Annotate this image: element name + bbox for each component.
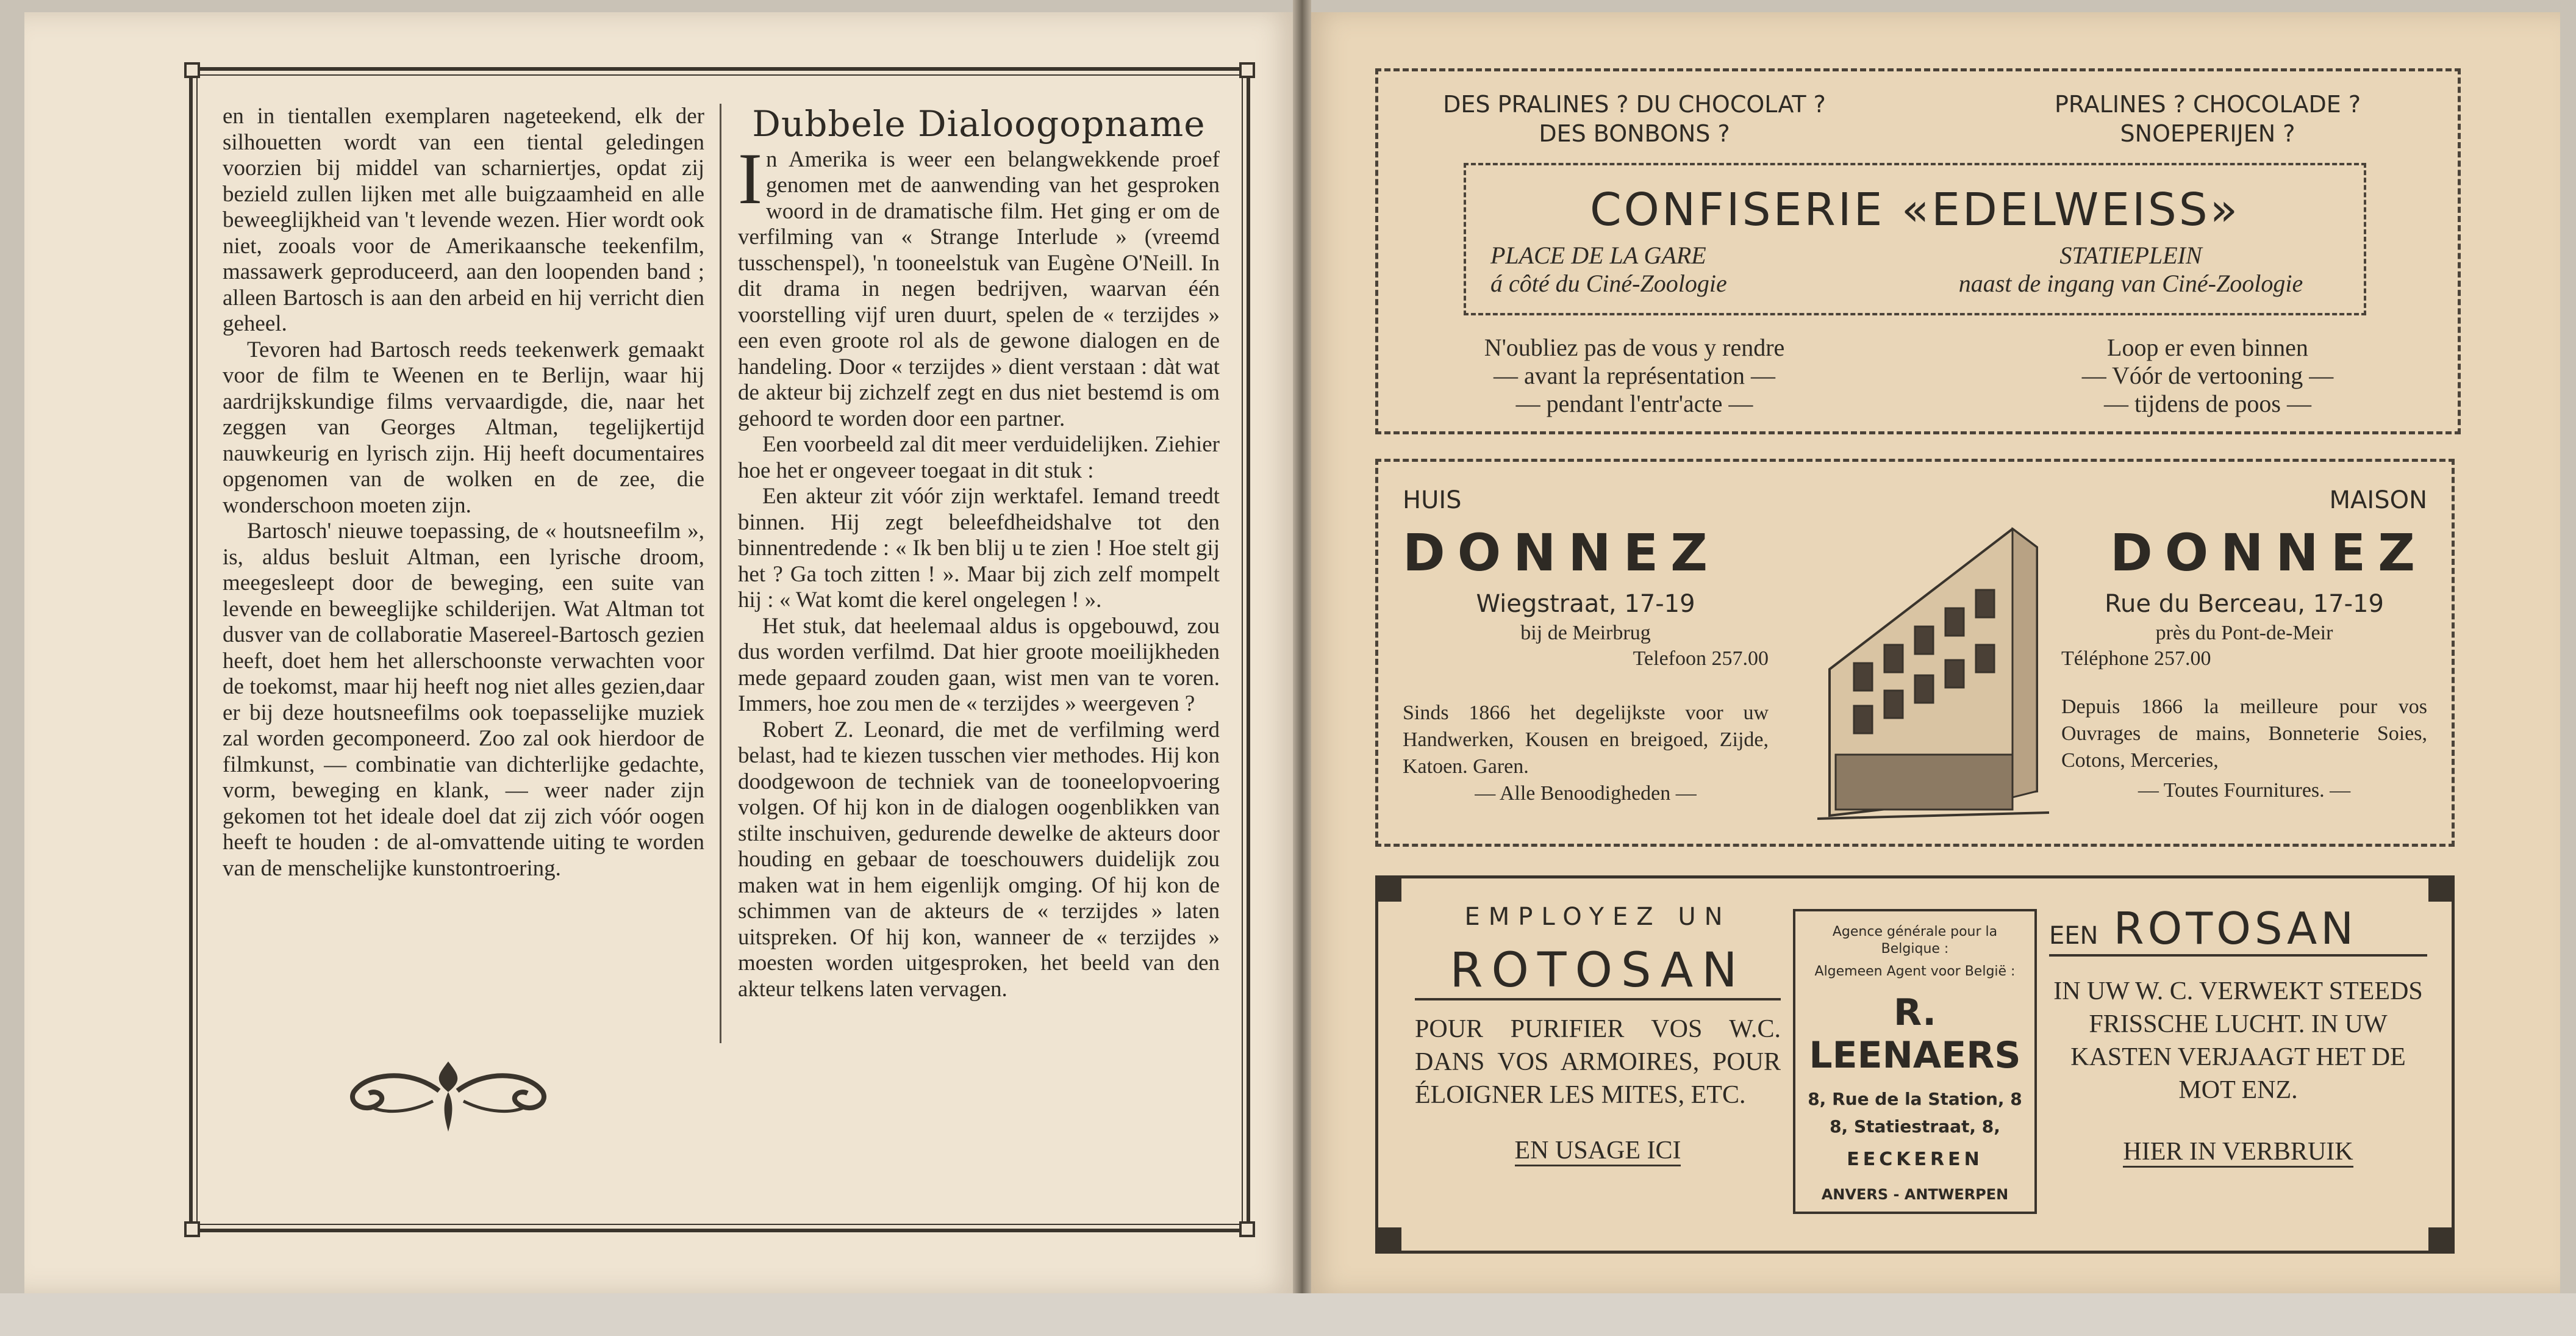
ad-line: PLACE DE LA GARE — [1490, 242, 1706, 269]
ad-line: Téléphone 257.00 — [2061, 647, 2211, 670]
ad-brand: ROTOSAN — [2113, 903, 2358, 954]
ad-donnez — [1375, 459, 2455, 847]
ad-line: DES BONBONS ? — [1539, 120, 1730, 147]
ad-rotosan — [1375, 875, 2455, 1254]
ad-line: — Toutes Fournitures. — — [2138, 779, 2351, 802]
ad-line: Loop er even binnen — [2107, 334, 2308, 361]
article-column-1 — [223, 104, 704, 882]
ad-line: STATIEPLEIN — [2059, 242, 2202, 269]
ad-brand: R. LEENAERS — [1809, 991, 2021, 1077]
ad-line: Algemeen Agent voor België : — [1814, 964, 2016, 979]
scan-background — [0, 1293, 2576, 1336]
ad-line: Rue du Berceau, 17-19 — [2105, 590, 2384, 618]
article-column-2 — [738, 104, 1220, 1002]
ad-line: — avant la représentation — — [1493, 362, 1776, 389]
ad-desc: Depuis 1866 la meilleure pour vos Ouvrages de mains, Bonneterie Soies, Cotons, Merceries, — [2061, 695, 2427, 772]
ad-line: Telefoon 257.00 — [1633, 647, 1769, 670]
ad-line: — Alle Benoodigheden — — [1475, 782, 1697, 805]
ad-line: ANVERS - ANTWERPEN — [1821, 1186, 2009, 1203]
ad-title: CONFISERIE «EDELWEISS» — [1589, 184, 2241, 236]
article-headline: Dubbele Dialoogopname — [752, 103, 1206, 145]
ad-line: — tijdens de poos — — [2104, 390, 2311, 417]
ad-confiserie-edelweiss — [1375, 68, 2461, 434]
left-page-frame — [189, 67, 1250, 1232]
book-gutter — [1293, 0, 1311, 1336]
ornament-flourish-icon — [342, 1055, 555, 1135]
ad-line: bij de Meirbrug — [1520, 622, 1651, 644]
paragraph: Een voorbeeld zal dit meer verduidelijken. Ziehier hoe het er ongeveer toegaat in dit stuk : — [738, 432, 1220, 483]
ad-line: EMPLOYEZ UN — [1464, 903, 1731, 931]
ad-line: — Vóór de vertooning — — [2081, 362, 2334, 389]
ad-label: HUIS — [1403, 486, 1462, 514]
paragraph: Een akteur zit vóór zijn werktafel. Iemand treedt binnen. Hij zegt beleefdheidshalve tot den binnentredende : « Ik ben blij u te zien ! Hoe stelt gij het ? Ga toch zitten ! ». Maar bij zich zelf mompelt hij : « Wat komt die kerel ongelegen ! ». — [738, 484, 1220, 612]
ad-line: á côté du Ciné-Zoologie — [1490, 270, 1727, 297]
column-divider — [720, 104, 721, 1043]
paragraph: Bartosch' nieuwe toepassing, de « houtsneefilm », is, aldus besluit Altman, een lyrische droom, meegesleept door de beweging, een suite van levende en beweeglijke schilderijen. Wat Altman tot dusver van de collaboratie Masereel-Bartosch gezien heeft, doet hem het allerschoonste verwachten voor de toekomst, maar hij heeft nog niet alles gezien,daar er bij deze houtsneefilms ook toepasselijke muziek zal worden gecomponeerd. Zoo zal ook hierdoor de filmkunst, — combinatie van dichterlijke gedachte, vorm, beweging en klank, — weer nader zijn gekomen tot het ideale doel dat zij zich vóór oogen heeft te houden : de al-omvattende uiting te worden van de menschelijke kunstontroering. — [223, 519, 704, 881]
ad-brand: DONNEZ — [1403, 523, 1720, 583]
paragraph: Het stuk, dat heelemaal aldus is opgebouwd, zou dus worden verfilmd. Dat hier groote moeilijkheden mede gepaard zouden gaan, wist men van te voren. Immers, hoe zou men de « terzijdes » weergeven ? — [738, 613, 1220, 716]
ad-line: DES PRALINES ? DU CHOCOLAT ? — [1443, 91, 1826, 118]
drop-cap: I — [738, 137, 762, 219]
ad-line: EEN — [2049, 922, 2098, 950]
ad-line: EECKEREN — [1847, 1149, 1983, 1170]
ad-line: naast de ingang van Ciné-Zoologie — [1958, 270, 2303, 297]
ad-line: 8, Rue de la Station, 8 — [1808, 1089, 2022, 1109]
paragraph: n Amerika is weer een belangwekkende proef genomen met de aanwending van het gesproken woord in de dramatische film. Het ging er om de verfilming van « Strange Interlude » (vreemd tusschenspel), 'n tooneelstuk van Eugène O'Neill. In dit drama in negen bedrijven, waarvan één voorstelling vijf uren duurt, spelen de « terzijdes » een even groote rol als de gewone dialogen en de handeling. Door « terzijdes » dient verstaan : dàt wat de akteur bij zichzelf zegt en dus niet bestemd is om gehoord te worden door een partner. — [738, 146, 1220, 431]
paragraph: en in tientallen exemplaren nageteekend, elk der silhouetten wordt van een tiental geledingen voorzien bij middel van scharniertjes, opdat zij bezield zullen lijken met alle buigzaamheid en alle beweeglijkheid van 't levende wezen. Hier wordt ook niet, zooals voor de Amerikaansche teekenfilm, massawerk geproduceerd, aan den loopenden band ; alleen Bartosch is aan den arbeid en hij verricht dien geheel. — [223, 104, 704, 336]
ad-brand: ROTOSAN — [1415, 943, 1781, 1000]
ad-line: EN USAGE ICI — [1515, 1137, 1681, 1166]
ad-line: Wiegstraat, 17-19 — [1476, 590, 1695, 618]
ad-line: PRALINES ? CHOCOLADE ? — [2054, 91, 2361, 118]
ad-desc: Sinds 1866 het degelijkste voor uw Handwerken, Kousen en breigoed, Zijde, Katoen. Garen. — [1403, 702, 1769, 778]
ad-line: HIER IN VERBRUIK — [2123, 1138, 2353, 1168]
ad-line: SNOEPERIJEN ? — [2120, 120, 2295, 147]
ad-inner-box — [1464, 163, 2366, 315]
ad-desc: IN UW W. C. VERWEKT STEEDS FRISSCHE LUCHT. IN UW KASTEN VERJAAGT HET DE MOT ENZ. — [2053, 977, 2423, 1104]
ad-desc: POUR PURIFIER VOS W.C. DANS VOS ARMOIRES, POUR ÉLOIGNER LES MITES, ETC. — [1415, 1015, 1781, 1109]
ad-brand: DONNEZ — [2109, 523, 2427, 583]
paragraph: Tevoren had Bartosch reeds teekenwerk gemaakt voor de film te Weenen en te Berlijn, waar hij aardrijkskundige films vervaardigde, die, naar het zeggen van Georges Altman, tegelijkertijd nauwkeurig en lyrisch zijn. Hij heeft documentaires opgenomen van de wolken en de zee, die wonderschoon moeten zijn. — [223, 337, 704, 518]
shop-building-illustration — [1817, 511, 2049, 828]
ad-label: MAISON — [2329, 486, 2427, 514]
ad-line: Agence générale pour la Belgique : — [1832, 924, 1998, 957]
paragraph: Robert Z. Leonard, die met de verfilming werd belast, had te kiezen tusschen vier methodes. Hij kon doodgewoon de techniek van de tooneelopvoering volgen. Of hij kon in de dialogen oogenblikken van stilte inschuiven, gedurende dewelke de akteurs door houding en gebaar de toeschouwers duidelijk zou maken wat in hem eigenlijk omging. Of hij kon de schimmen van de akteurs de « terzijdes » laten uitspreken. Of hij kon, wanneer de « terzijdes » moesten worden uitgesproken, het beeld van den akteur telkens laten vervagen. — [738, 717, 1220, 1002]
ad-line: près du Pont-de-Meir — [2155, 622, 2333, 644]
ad-line: N'oubliez pas de vous y rendre — [1484, 334, 1785, 361]
ad-line: 8, Statiestraat, 8, — [1830, 1116, 2000, 1137]
ad-line: — pendant l'entr'acte — — [1515, 390, 1753, 417]
